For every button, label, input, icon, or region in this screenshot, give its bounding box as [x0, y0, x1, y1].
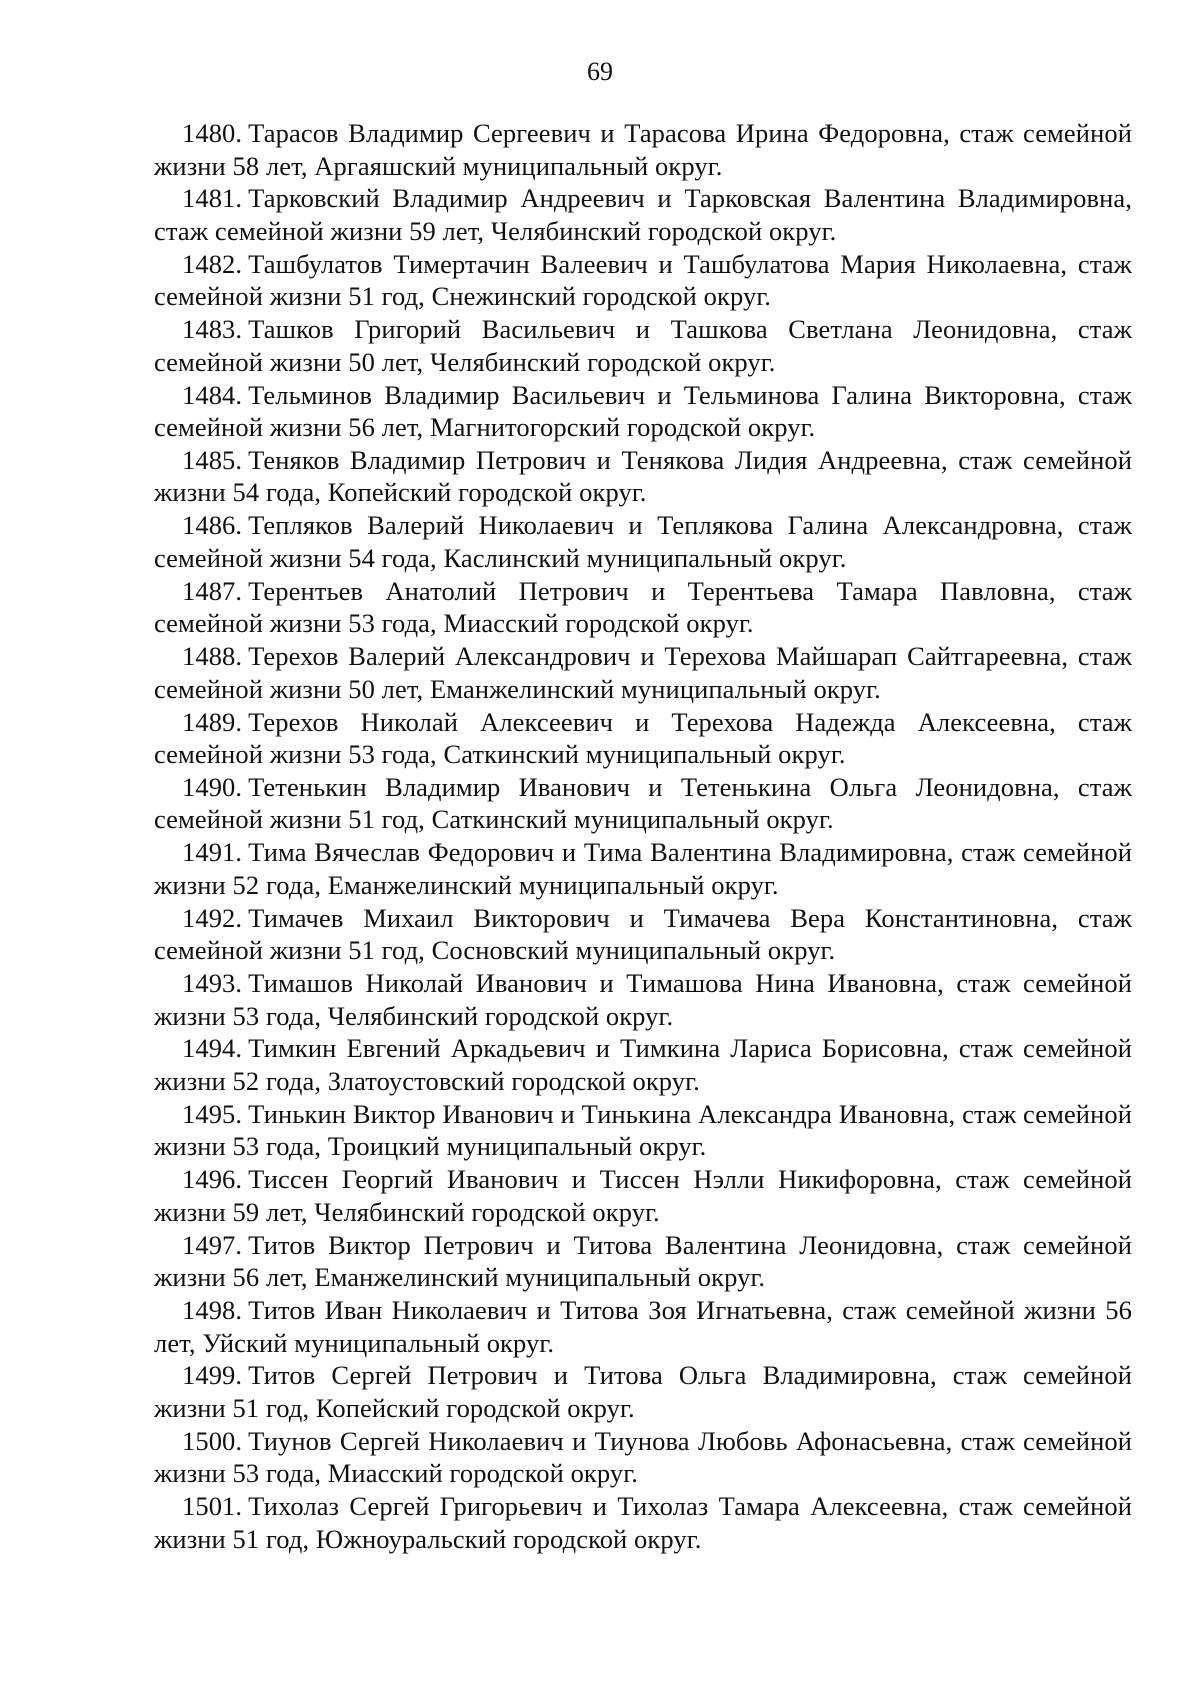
list-item: [154, 379, 1132, 444]
entry-text: Тепляков Валерий Николаевич и Теплякова Галина Александровна, стаж семейной жизни 54 года, Каслинский муниципальный округ.: [154, 510, 1132, 573]
entry-number: 1492.: [182, 902, 243, 933]
entry-number: 1493.: [182, 968, 243, 999]
entry-text: Тинькин Виктор Иванович и Тинькина Александра Ивановна, стаж семейной жизни 53 года, Троицкий муниципальный округ.: [154, 1098, 1132, 1162]
entry-number: 1481.: [182, 183, 243, 214]
entry-number: 1480.: [182, 118, 243, 148]
list-item: [154, 902, 1132, 967]
list-item: [154, 509, 1132, 574]
entry-number: 1490.: [182, 771, 243, 802]
entry-number: 1482.: [182, 248, 243, 279]
list-item: [154, 444, 1132, 509]
entry-text: Тимашов Николай Иванович и Тимашова Нина Ивановна, стаж семейной жизни 53 года, Челябинский городской округ.: [154, 968, 1132, 1031]
list-item: [154, 706, 1132, 771]
entry-text: Тима Вячеслав Федорович и Тима Валентина Владимировна, стаж семейной жизни 52 года, Еманжелинский муниципальный округ.: [154, 837, 1132, 900]
list-item: [154, 1032, 1132, 1097]
entry-text: Терехов Валерий Александрович и Терехова Майшарап Сайтгареевна, стаж семейной жизни 50 лет, Еманжелинский муниципальный округ.: [154, 641, 1132, 704]
entry-text: Титов Иван Николаевич и Титова Зоя Игнатьевна, стаж семейной жизни 56 лет, Уйский муниципальный округ.: [154, 1295, 1132, 1358]
list-item: [154, 967, 1132, 1032]
entry-text: Ташков Григорий Васильевич и Ташкова Светлана Леонидовна, стаж семейной жизни 50 лет, Челябинский городской округ.: [154, 314, 1132, 377]
list-item: [154, 117, 1132, 182]
entry-number: 1486.: [182, 510, 243, 541]
entry-text: Тиунов Сергей Николаевич и Тиунова Любовь Афонасьевна, стаж семейной жизни 53 года, Миасский городской округ.: [154, 1425, 1132, 1489]
entry-text: Тарасов Владимир Сергеевич и Тарасова Ирина Федоровна, стаж семейной жизни 58 лет, Аргаяшский муниципальный округ.: [154, 118, 1132, 181]
list-item: [154, 1294, 1132, 1359]
entry-number: 1496.: [182, 1164, 243, 1195]
list-item: [154, 771, 1132, 836]
entry-text: Ташбулатов Тимертачин Валеевич и Ташбулатова Мария Николаевна, стаж семейной жизни 51 год, Снежинский городской округ.: [154, 248, 1132, 312]
entry-text: Терентьев Анатолий Петрович и Терентьева Тамара Павловна, стаж семейной жизни 53 года, Миасский городской округ.: [154, 575, 1132, 639]
entry-number: 1497.: [182, 1229, 243, 1260]
entry-text: Тимкин Евгений Аркадьевич и Тимкина Лариса Борисовна, стаж семейной жизни 52 года, Златоустовский городской округ.: [154, 1033, 1132, 1096]
entry-number: 1500.: [182, 1425, 243, 1456]
entry-number: 1488.: [182, 641, 243, 672]
list-item: [154, 313, 1132, 378]
list-item: [154, 182, 1132, 247]
entry-text: Тельминов Владимир Васильевич и Тельминова Галина Викторовна, стаж семейной жизни 56 лет, Магнитогорский городской округ.: [154, 379, 1132, 443]
entry-text: Титов Виктор Петрович и Титова Валентина Леонидовна, стаж семейной жизни 56 лет, Еманжелинский муниципальный округ.: [154, 1229, 1132, 1293]
entry-number: 1485.: [182, 444, 243, 475]
list-item: [154, 640, 1132, 705]
entry-text: Тимачев Михаил Викторович и Тимачева Вера Константиновна, стаж семейной жизни 51 год, Сосновский муниципальный округ.: [154, 902, 1132, 966]
list-item: [154, 575, 1132, 640]
entry-number: 1498.: [182, 1295, 243, 1326]
list-item: [154, 836, 1132, 901]
list-item: [154, 1098, 1132, 1163]
list-item: [154, 1425, 1132, 1490]
list-item: [154, 1229, 1132, 1294]
list-item: [154, 1163, 1132, 1228]
entry-number: 1487.: [182, 575, 243, 606]
entry-number: 1499.: [182, 1360, 243, 1391]
entry-number: 1483.: [182, 314, 243, 345]
entry-number: 1491.: [182, 837, 243, 868]
list-item: [154, 1359, 1132, 1424]
entry-text: Терехов Николай Алексеевич и Терехова Надежда Алексеевна, стаж семейной жизни 53 года, Саткинский муниципальный округ.: [154, 706, 1132, 770]
entry-list: [154, 117, 1132, 1556]
entry-text: Тиссен Георгий Иванович и Тиссен Нэлли Никифоровна, стаж семейной жизни 59 лет, Челябинский городской округ.: [154, 1164, 1132, 1227]
list-item: [154, 1490, 1132, 1555]
entry-text: Тарковский Владимир Андреевич и Тарковская Валентина Владимировна, стаж семейной жизни 59 лет, Челябинский городской округ.: [154, 183, 1132, 246]
page-number: 69: [587, 57, 613, 86]
list-item: [154, 248, 1132, 313]
entry-text: Титов Сергей Петрович и Титова Ольга Владимировна, стаж семейной жизни 51 год, Копейский городской округ.: [154, 1360, 1132, 1423]
entry-number: 1484.: [182, 379, 243, 410]
entry-number: 1495.: [182, 1098, 243, 1129]
entry-number: 1501.: [182, 1491, 243, 1522]
entry-text: Тетенькин Владимир Иванович и Тетенькина Ольга Леонидовна, стаж семейной жизни 51 год, Саткинский муниципальный округ.: [154, 771, 1132, 835]
entry-text: Тихолаз Сергей Григорьевич и Тихолаз Тамара Алексеевна, стаж семейной жизни 51 год, Южноуральский городской округ.: [154, 1491, 1132, 1554]
entry-number: 1494.: [182, 1033, 243, 1064]
entry-text: Теняков Владимир Петрович и Тенякова Лидия Андреевна, стаж семейной жизни 54 года, Копейский городской округ.: [154, 444, 1132, 508]
entry-number: 1489.: [182, 706, 243, 737]
